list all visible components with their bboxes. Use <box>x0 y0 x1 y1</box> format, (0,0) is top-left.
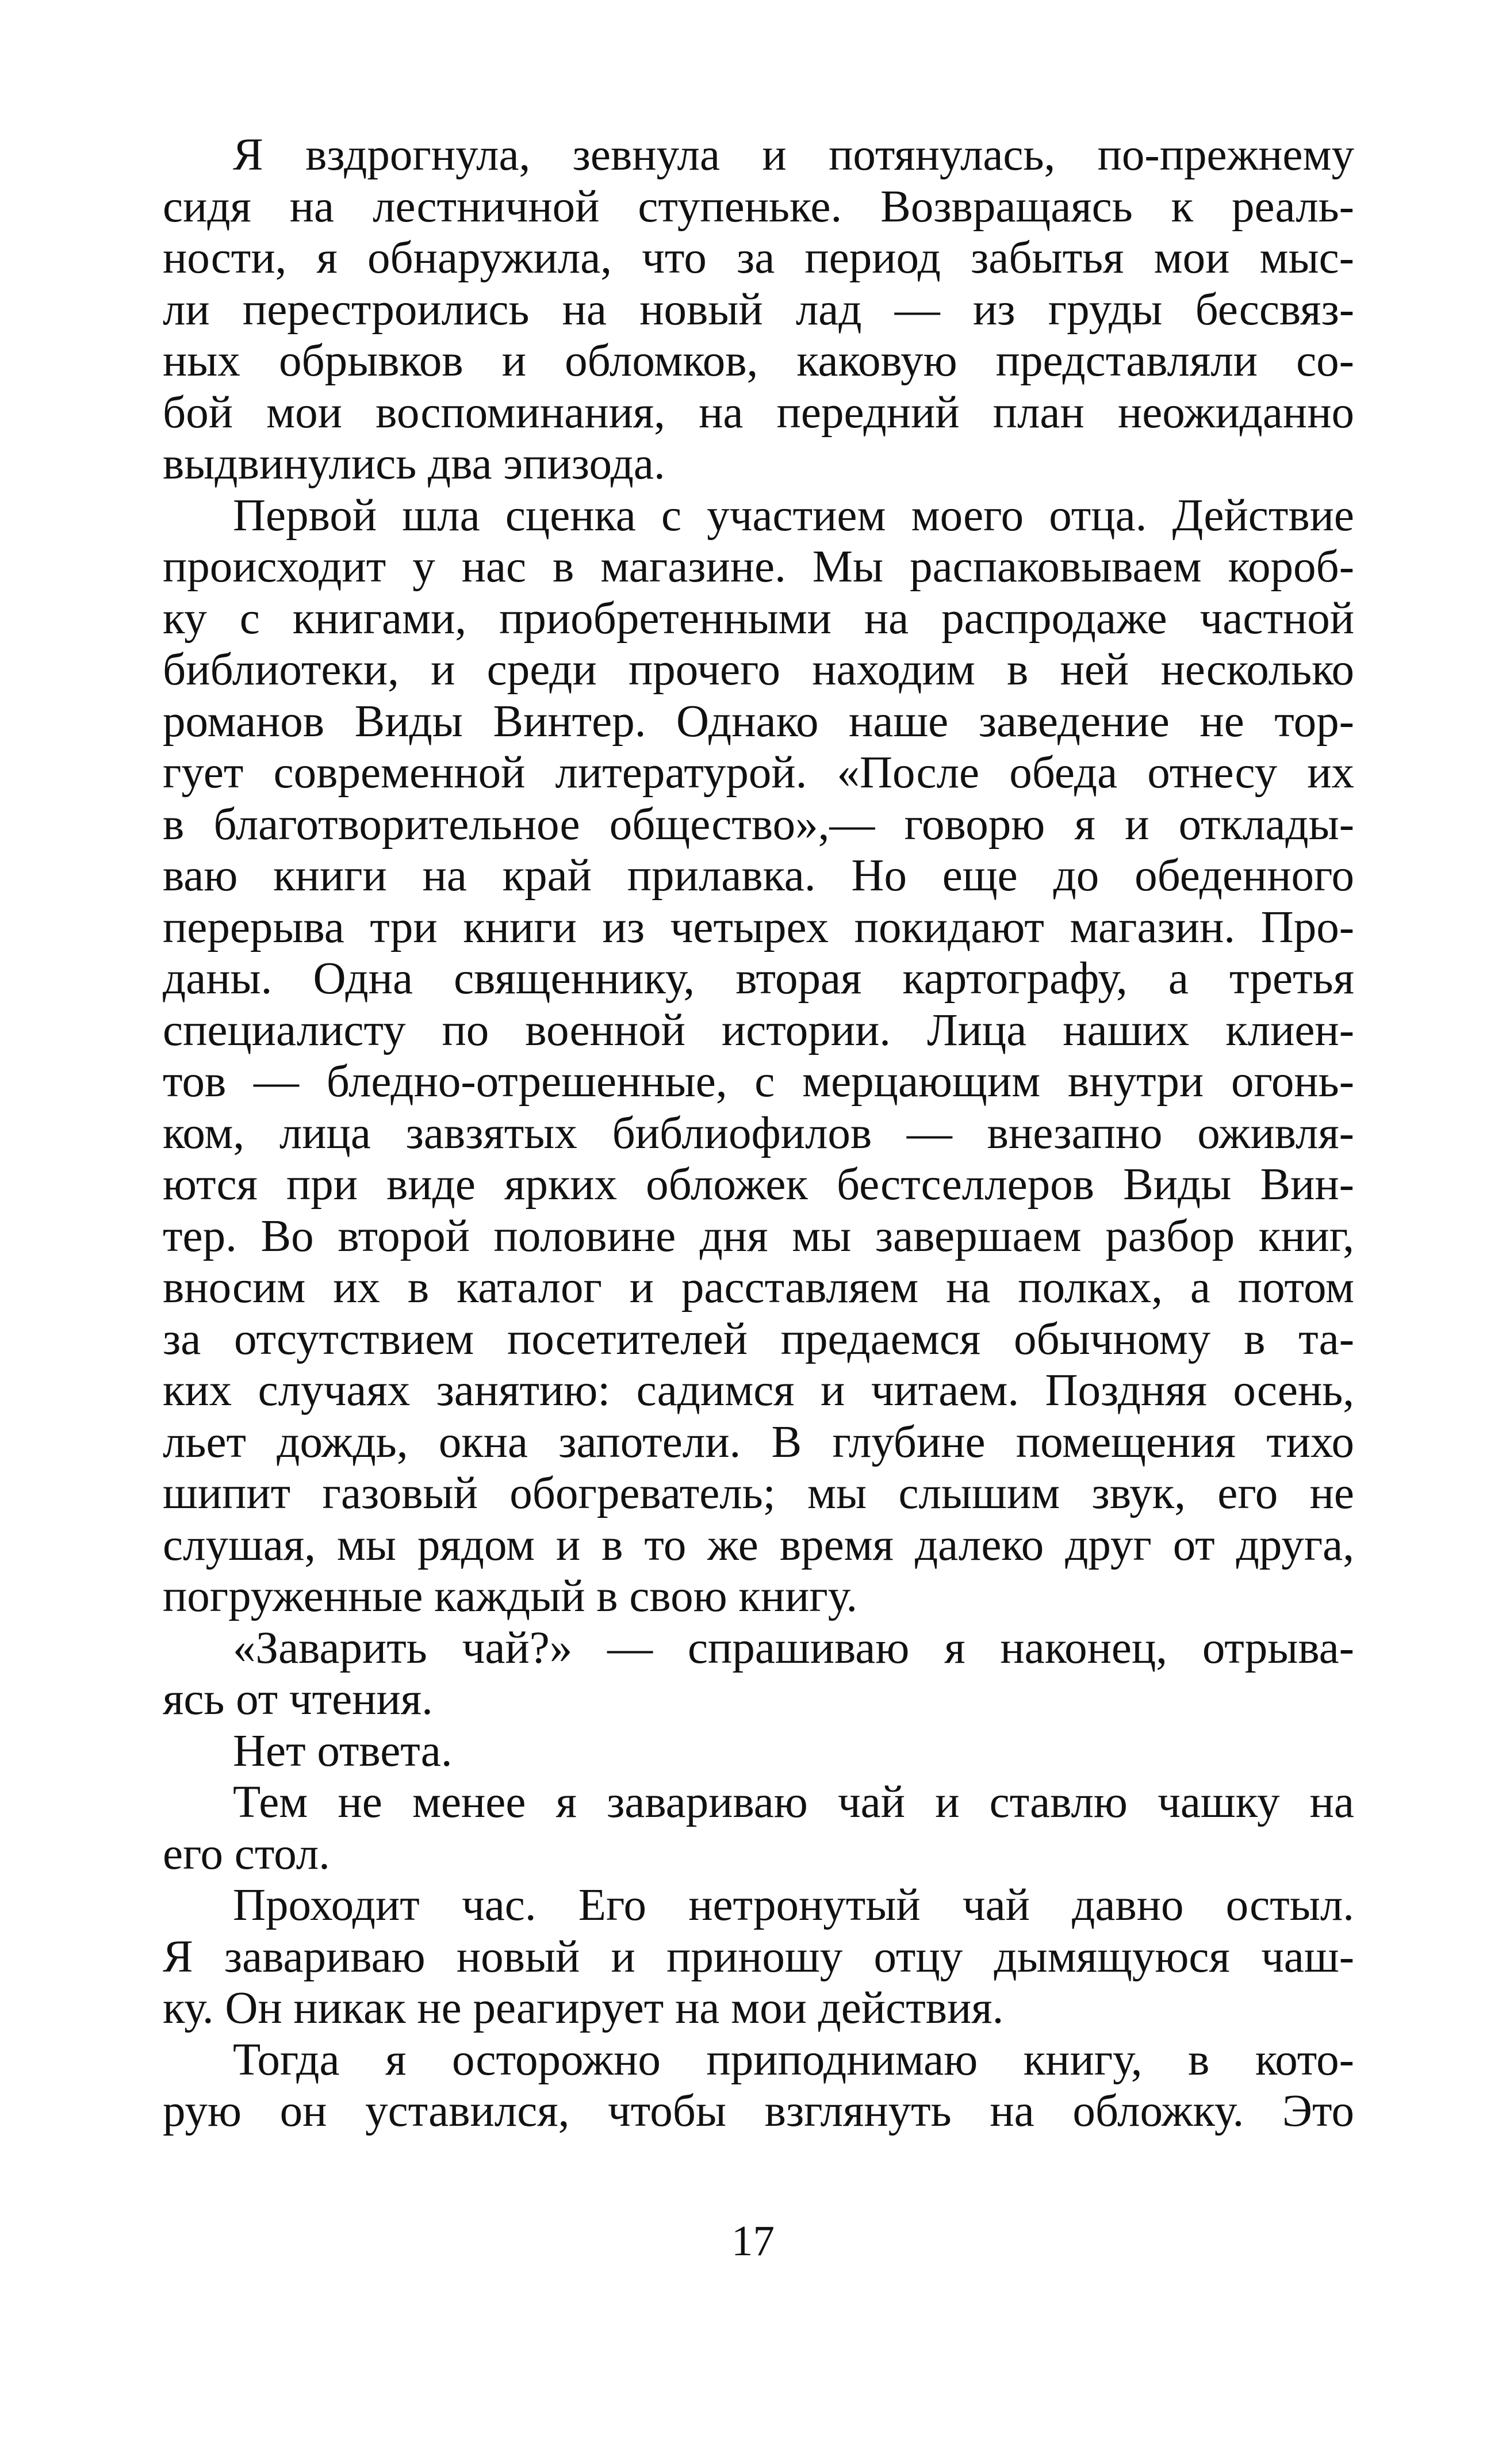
text-line: тов — бледно-отрешенные, с мерцающим внутри огонь- <box>163 1057 1354 1107</box>
text-line: Тогда я осторожно приподнимаю книгу, в кото- <box>233 2034 1354 2085</box>
text-line: за отсутствием посетителей предаемся обычному в та- <box>163 1314 1354 1364</box>
text-line: рую он уставился, чтобы взглянуть на обложку. Это <box>163 2086 1354 2136</box>
text-line: его стол. <box>163 1828 330 1879</box>
text-line: погруженные каждый в свою книгу. <box>163 1571 858 1621</box>
text-line: романов Виды Винтер. Однако наше заведение не тор- <box>163 696 1354 747</box>
text-line: выдвинулись два эпизода. <box>163 439 665 489</box>
text-line: Первой шла сценка с участием моего отца. Действие <box>233 490 1354 541</box>
text-line: ности, я обнаружила, что за период забытья мои мыс- <box>163 233 1354 283</box>
text-line: льет дождь, окна запотели. В глубине помещения тихо <box>163 1417 1354 1467</box>
text-line: гует современной литературой. «После обеда отнесу их <box>163 748 1354 798</box>
text-line: Нет ответа. <box>233 1725 453 1776</box>
text-line: Тем не менее я завариваю чай и ставлю чашку на <box>233 1777 1354 1827</box>
text-line: тер. Во второй половине дня мы завершаем разбор книг, <box>163 1211 1354 1261</box>
text-line: ваю книги на край прилавка. Но еще до обеденного <box>163 851 1354 901</box>
text-line: ных обрывков и обломков, каковую представляли со- <box>163 336 1354 386</box>
text-line: вносим их в каталог и расставляем на полках, а потом <box>163 1262 1354 1313</box>
text-line: специалисту по военной истории. Лица наших клиен- <box>163 1005 1354 1055</box>
page-body <box>163 129 1354 2137</box>
text-line: Я вздрогнула, зевнула и потянулась, по-прежнему <box>233 130 1354 180</box>
text-line: даны. Одна священнику, вторая картографу, а третья <box>163 954 1354 1004</box>
text-line: слушая, мы рядом и в то же время далеко друг от друга, <box>163 1520 1354 1570</box>
text-line: сидя на лестничной ступеньке. Возвращаясь к реаль- <box>163 181 1354 232</box>
text-line: ли перестроились на новый лад — из груды бессвяз- <box>163 284 1354 335</box>
page-number: 17 <box>731 2217 775 2265</box>
text-line: ких случаях занятию: садимся и читаем. Поздняя осень, <box>163 1365 1354 1415</box>
text-line: шипит газовый обогреватель; мы слышим звук, его не <box>163 1468 1354 1518</box>
text-line: библиотеки, и среди прочего находим в ней несколько <box>163 645 1354 695</box>
text-line: ясь от чтения. <box>163 1674 433 1724</box>
text-line: ком, лица завзятых библиофилов — внезапно оживля- <box>163 1108 1354 1158</box>
text-line: происходит у нас в магазине. Мы распаковываем короб- <box>163 542 1354 592</box>
text-line: ку. Он никак не реагирует на мои действия. <box>163 1983 1004 2033</box>
text-line: Проходит час. Его нетронутый чай давно остыл. <box>233 1880 1354 1930</box>
text-line: ются при виде ярких обложек бестселлеров Виды Вин- <box>163 1160 1354 1210</box>
text-line: Я завариваю новый и приношу отцу дымящуюся чаш- <box>163 1931 1354 1982</box>
text-line: «Заварить чай?» — спрашиваю я наконец, отрыва- <box>233 1623 1354 1673</box>
text-line: бой мои воспоминания, на передний план неожиданно <box>163 387 1354 438</box>
text-line: ку с книгами, приобретенными на распродаже частной <box>163 593 1354 644</box>
text-line: перерыва три книги из четырех покидают магазин. Про- <box>163 902 1354 952</box>
text-line: в благотворительное общество»,— говорю я и отклады- <box>163 799 1354 850</box>
